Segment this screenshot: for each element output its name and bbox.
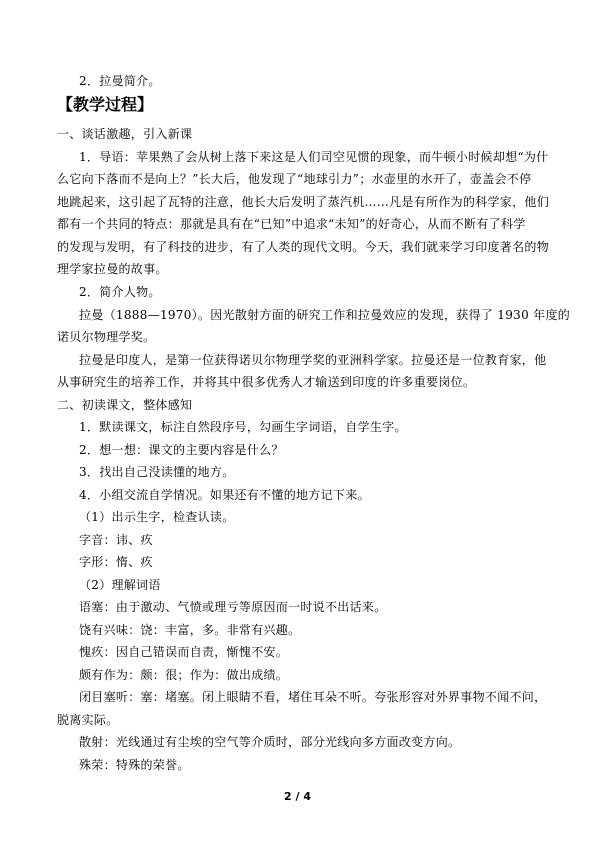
paragraph-line: 都有一个共同的特点：那就是具有在“已知”中追求“未知”的好奇心，从而不断有了科学 [57,217,526,231]
vocab-line: 殊荣：特殊的荣誉。 [79,758,190,772]
paragraph-line: 从事研究生的培养工作，并将其中很多优秀人才输送到印度的许多重要岗位。 [57,375,476,389]
list-item: 2．简介人物。 [79,285,161,299]
vocab-line: 字形：惰、疚 [79,555,153,569]
paragraph-line: 拉曼是印度人，是第一位获得诺贝尔物理学奖的亚洲科学家。拉曼还是一位教育家，他 [79,353,547,367]
section-one-title: 一、谈话激趣，引入新课 [57,127,193,141]
vocab-line: 闭目塞听：塞：堵塞。闭上眼睛不看，堵住耳朵不听。夸张形容对外界事物不闻不问， [79,690,547,704]
intro-item: 2．拉曼简介。 [79,74,161,88]
sub-item: （1）出示生字，检查认读。 [79,510,235,524]
vocab-line: 散射：光线通过有尘埃的空气等介质时，部分光线向多方面改变方向。 [79,735,461,749]
list-item: 1．默读课文，标注自然段序号，勾画生字词语，自学生字。 [79,420,407,434]
vocab-line: 语塞：由于激动、气愤或理亏等原因而一时说不出话来。 [79,600,387,614]
list-item: 4．小组交流自学情况。如果还有不懂的地方记下来。 [79,488,370,502]
paragraph-line: 的发现与发明，有了科技的进步，有了人类的现代文明。今天，我们就来学习印度著名的物 [57,240,550,254]
paragraph-line: 1．导语：苹果熟了会从树上落下来这是人们司空见惯的现象，而牛顿小时候却想“为什 [79,150,549,164]
vocab-line: 脱离实际。 [57,713,119,727]
vocab-line: 字音：讳、疚 [79,533,153,547]
vocab-line: 愧疚：因自己错误而自责，惭愧不安。 [79,645,289,659]
paragraph-line: 拉曼（1888—1970）。因光散射方面的研究工作和拉曼效应的发现，获得了 1930 年度的 [79,308,571,322]
vocab-line: 颇有作为：颇：很；作为：做出成绩。 [79,668,289,682]
list-item: 2．想一想：课文的主要内容是什么？ [79,443,284,457]
list-item: 3．找出自己没读懂的地方。 [79,465,235,479]
paragraph-line: 地跳起来，这引起了瓦特的注意，他长大后发明了蒸汽机……凡是有所作为的科学家，他们 [57,195,550,209]
paragraph-line: 诺贝尔物理学奖。 [57,330,156,344]
vocab-line: 饶有兴味：饶：丰富，多。非常有兴趣。 [79,623,301,637]
sub-item: （2）理解词语 [79,578,161,592]
section-heading: 【教学过程】 [57,95,154,114]
section-two-title: 二、初读课文，整体感知 [57,398,193,412]
paragraph-line: 理学家拉曼的故事。 [57,262,168,276]
page-number: 2 / 4 [284,790,311,803]
paragraph-line: 么它向下落而不是向上？”长大后，他发现了“地球引力”；水壶里的水开了，壶盖会不停 [57,172,532,186]
